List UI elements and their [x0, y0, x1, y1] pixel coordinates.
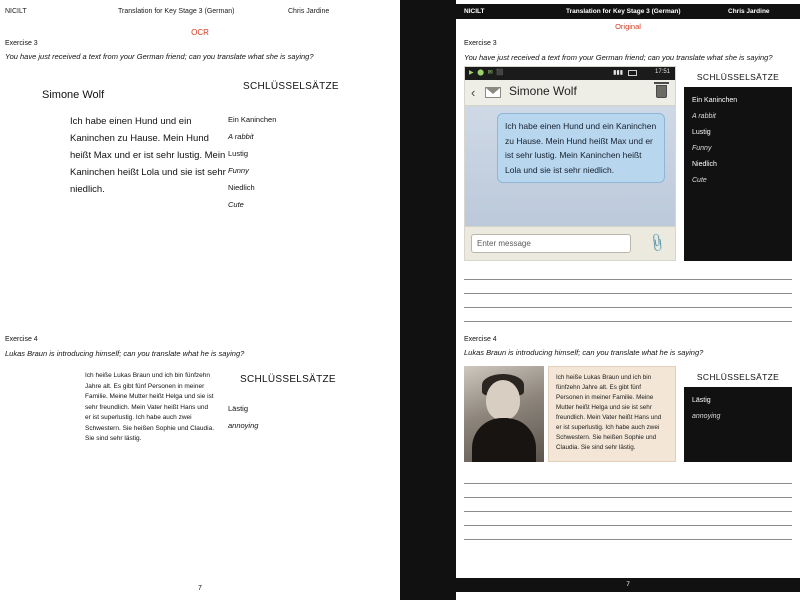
phone-status-bar	[465, 67, 675, 80]
header-right-text: Chris Jardine	[288, 8, 330, 15]
answer-line	[464, 308, 792, 322]
keywords-list	[684, 387, 792, 431]
document-footer: 7	[456, 578, 800, 592]
keyword-de: Lustig	[228, 149, 249, 158]
ocr-keywords-title-1: SCHLÜSSELSÄTZE	[243, 81, 339, 92]
header-left-text: NICILT	[464, 8, 485, 15]
answer-lines-exercise4	[464, 470, 792, 540]
clock-time: 17:51	[654, 69, 670, 75]
portrait-photo	[464, 366, 544, 462]
exercise4-title: Exercise 4	[464, 336, 497, 343]
exercise3-instruction: You have just received a text from your German friend; can you translate what she is saying?	[464, 53, 773, 62]
answer-line	[464, 266, 792, 280]
ocr-message-text: Ich habe einen Hund und ein Kaninchen zu Hause. Mein Hund heißt Max und er ist sehr lustig. Mein Kaninchen heißt Lola und sie ist sehr niedlich.	[70, 116, 226, 195]
photo-body	[472, 418, 536, 462]
answer-line	[464, 280, 792, 294]
answer-line	[464, 498, 792, 512]
keyword-en: annoying	[228, 421, 259, 430]
status-icons: ▶ ⬤ ✉ ⬛	[469, 70, 505, 76]
answer-line	[464, 512, 792, 526]
header-middle-text: Translation for Key Stage 3 (German)	[566, 8, 681, 15]
original-panel	[456, 0, 800, 600]
battery-icon	[628, 70, 637, 76]
keyword-en: Cute	[228, 200, 244, 209]
header-left-text: NICILT	[5, 8, 27, 15]
answer-line	[464, 470, 792, 484]
keyword-de: Ein Kaninchen	[228, 115, 277, 124]
exercise3-title: Exercise 3	[464, 40, 497, 47]
keyword-en: Funny	[228, 166, 249, 175]
keyword-de: Niedlich	[228, 183, 255, 192]
back-icon[interactable]: ‹	[471, 85, 476, 100]
answer-line	[464, 526, 792, 540]
keywords-box-exercise4	[684, 366, 792, 462]
ocr-panel-label: OCR	[191, 28, 209, 37]
ocr-page-number: 7	[198, 585, 202, 592]
keyword-en: A rabbit	[228, 132, 254, 141]
keywords-title: SCHLÜSSELSÄTZE	[684, 66, 792, 87]
keyword-en: annoying	[692, 413, 721, 420]
trash-icon[interactable]	[656, 85, 667, 98]
ocr-message-sender: Simone Wolf	[42, 89, 105, 101]
keywords-title: SCHLÜSSELSÄTZE	[684, 366, 792, 387]
ocr-header	[0, 8, 400, 22]
answer-line	[464, 294, 792, 308]
ocr-exercise4-instruction: Lukas Braun is introducing himself; can you translate what he is saying?	[5, 349, 245, 358]
ocr-exercise3-instruction: You have just received a text from your German friend; can you translate what she is saying?	[5, 52, 314, 61]
answer-lines-exercise3	[464, 266, 792, 322]
header-right-text: Chris Jardine	[728, 8, 770, 15]
phone-conversation-bar	[465, 80, 675, 106]
phone-mockup	[464, 66, 676, 261]
keyword-de: Niedlich	[692, 161, 717, 168]
header-middle-text: Translation for Key Stage 3 (German)	[118, 8, 235, 15]
keywords-box-exercise3	[684, 66, 792, 261]
document-header	[456, 4, 800, 19]
original-panel-label: Original	[615, 22, 641, 31]
conversation-sender-name: Simone Wolf	[509, 84, 577, 98]
photo-face	[486, 380, 520, 420]
ocr-exercise4-text: Ich heiße Lukas Braun und ich bin fünfzehn Jahre alt. Es gibt fünf Personen in meiner Familie. Meine Mutter heißt Helga und sie ist sehr freundlich. Mein Vater heißt Hans und er ist superlustig. Ich habe auch zwei Schwestern. Sie heißen Sophie und Claudia. Sie sind sehr lästig.	[85, 372, 214, 442]
keyword-en: Funny	[692, 145, 712, 152]
ocr-keywords-list-1	[228, 111, 276, 213]
envelope-icon	[485, 87, 501, 98]
exercise4-instruction: Lukas Braun is introducing himself; can you translate what he is saying?	[464, 348, 704, 357]
message-bubble: Ich habe einen Hund und ein Kaninchen zu Hause. Mein Hund heißt Max und er ist sehr lustig. Mein Kaninchen heißt Lola und sie ist sehr niedlich.	[497, 113, 665, 183]
ocr-exercise3-title: Exercise 3	[5, 40, 38, 47]
keyword-de: Ein Kaninchen	[692, 97, 738, 104]
panel-divider	[400, 0, 456, 600]
keyword-de: Lustig	[692, 129, 711, 136]
ocr-keywords-list-2	[228, 400, 258, 434]
keywords-list	[684, 87, 792, 195]
keyword-de: Lästig	[692, 397, 711, 404]
answer-line	[464, 484, 792, 498]
ocr-keywords-title-2: SCHLÜSSELSÄTZE	[240, 374, 336, 385]
exercise4-text-card: Ich heiße Lukas Braun und ich bin fünfzehn Jahre alt. Es gibt fünf Personen in meiner Familie. Meine Mutter heißt Helga und sie ist sehr freundlich. Mein Vater heißt Hans und er ist superlustig. Ich habe auch zwei Schwestern. Sie heißen Sophie und Claudia. Sie sind sehr lästig.	[548, 366, 676, 462]
paperclip-icon[interactable]: 📎	[646, 231, 669, 254]
phone-input-bar	[465, 226, 675, 260]
message-input[interactable]: Enter message	[471, 234, 631, 253]
signal-icon: ▮▮▮	[613, 70, 623, 76]
phone-message-area	[465, 106, 675, 226]
keyword-en: A rabbit	[692, 113, 716, 120]
ocr-exercise4-title: Exercise 4	[5, 336, 38, 343]
keyword-de: Lästig	[228, 404, 249, 413]
keyword-en: Cute	[692, 177, 707, 184]
